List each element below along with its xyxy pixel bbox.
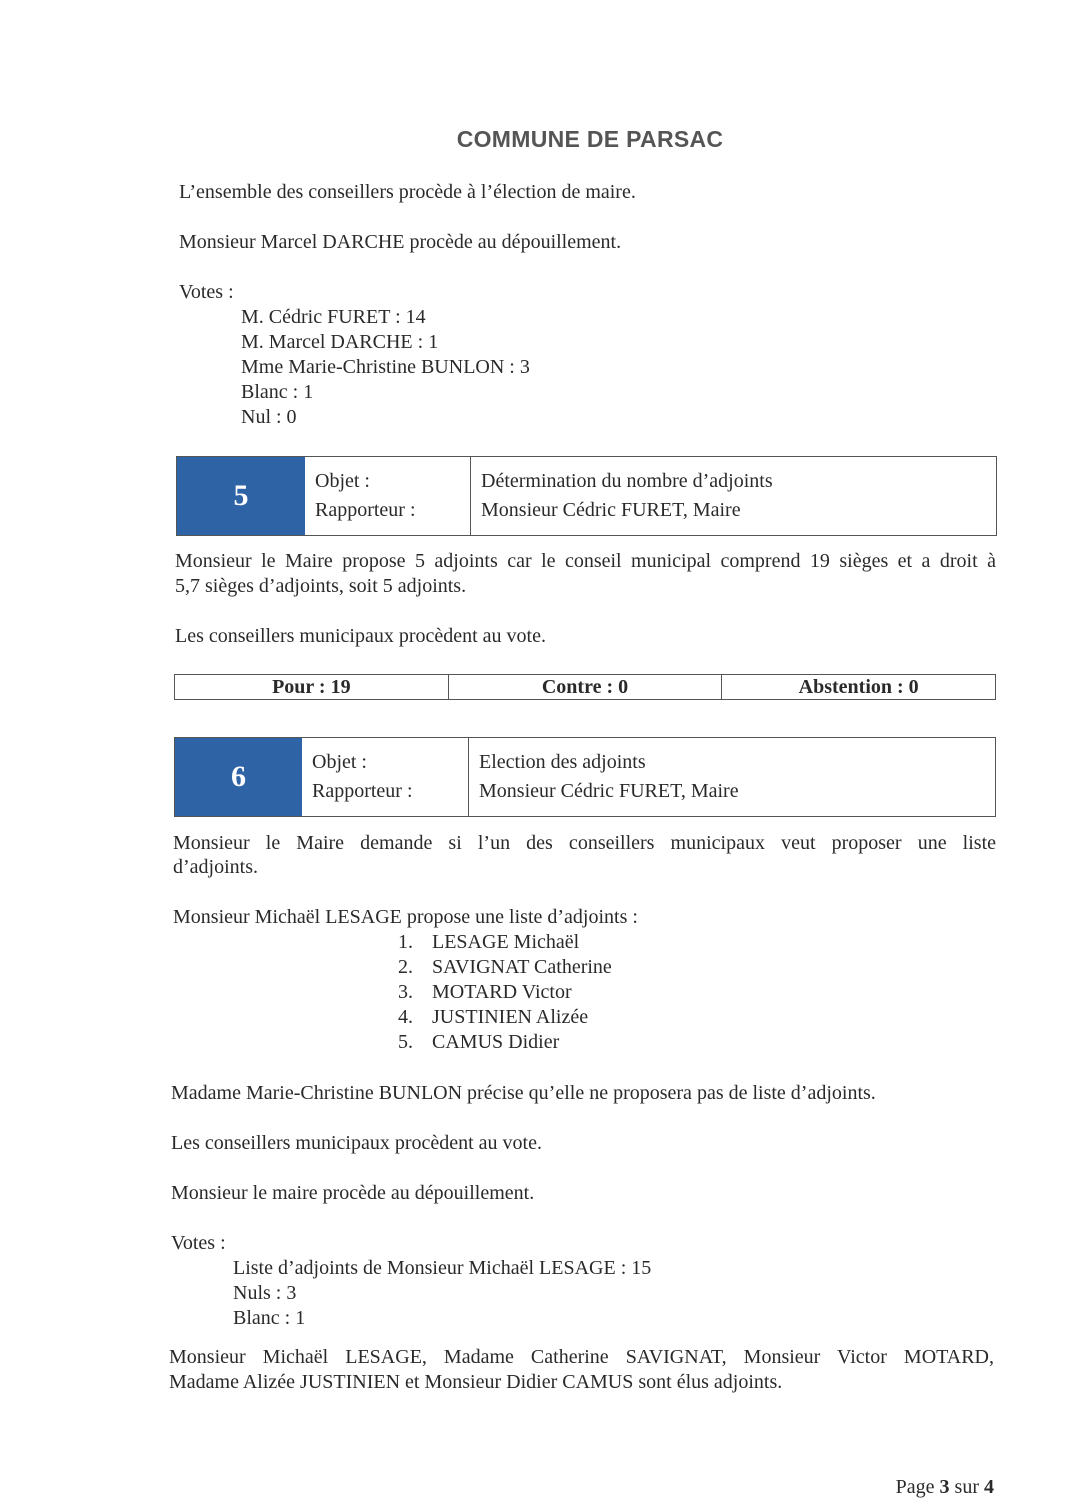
agenda-item-6 [174,737,996,817]
page-word: Page [895,1476,935,1498]
agenda-item-5 [176,456,997,536]
list-number: 5. [398,1031,413,1053]
intro-paragraph-2: Monsieur Marcel DARCHE procède au dépouillement. [179,231,622,253]
item5-text-line1: Monsieur le Maire propose 5 adjoints car le conseil municipal comprend 19 sièges et a droit à [175,550,996,572]
agenda-labels [302,738,469,816]
rapporteur-label: Rapporteur : [312,780,413,802]
vote-line: Mme Marie-Christine BUNLON : 3 [241,356,530,378]
rapporteur-value: Monsieur Cédric FURET, Maire [481,499,741,521]
item6-count-text: Monsieur le maire procède au dépouillement. [171,1182,535,1204]
item5-vote-text: Les conseillers municipaux procèdent au vote. [175,625,546,647]
total-pages: 4 [984,1476,994,1498]
item6-text-line1: Monsieur le Maire demande si l’un des conseillers municipaux veut proposer une liste [173,832,996,854]
page-number [896,1476,994,1499]
vote-line: Liste d’adjoints de Monsieur Michaël LESAGE : 15 [233,1257,652,1279]
rapporteur-value: Monsieur Cédric FURET, Maire [479,780,739,802]
item6-vote-text: Les conseillers municipaux procèdent au vote. [171,1132,542,1154]
item6-proposal: Monsieur Michaël LESAGE propose une liste d’adjoints : [173,906,638,928]
sur-word: sur [954,1476,979,1498]
votes-label: Votes : [171,1232,226,1254]
list-name: CAMUS Didier [432,1031,560,1053]
vote-line: Blanc : 1 [233,1307,306,1329]
page-title: COMMUNE DE PARSAC [456,126,724,152]
adjoint-list-item [398,931,579,954]
list-number: 2. [398,956,413,978]
vote-abstention: Abstention : 0 [721,675,995,699]
agenda-number: 6 [175,738,302,816]
vote-line: Nul : 0 [241,406,297,428]
list-name: JUSTINIEN Alizée [432,1006,589,1028]
adjoint-list-item [398,1031,559,1054]
objet-value: Détermination du nombre d’adjoints [481,470,773,492]
rapporteur-label: Rapporteur : [315,499,416,521]
result-line1: Monsieur Michaël LESAGE, Madame Catherine SAVIGNAT, Monsieur Victor MOTARD, [169,1346,994,1368]
vote-result-table [174,674,996,700]
vote-line: Nuls : 3 [233,1282,297,1304]
agenda-number: 5 [177,457,305,535]
adjoint-list-item [398,981,572,1004]
list-name: SAVIGNAT Catherine [432,956,612,978]
votes-label: Votes : [179,281,234,303]
vote-line: M. Marcel DARCHE : 1 [241,331,439,353]
adjoint-list-item [398,1006,588,1029]
list-name: MOTARD Victor [432,981,572,1003]
bunlon-statement: Madame Marie-Christine BUNLON précise qu’elle ne proposera pas de liste d’adjoints. [171,1082,876,1104]
list-name: LESAGE Michaël [432,931,580,953]
objet-value: Election des adjoints [479,751,646,773]
agenda-values [469,738,739,816]
adjoint-list-item [398,956,612,979]
vote-line: Blanc : 1 [241,381,314,403]
list-number: 3. [398,981,413,1003]
agenda-values [471,457,773,535]
objet-label: Objet : [315,470,370,492]
objet-label: Objet : [312,751,367,773]
vote-pour: Pour : 19 [272,676,351,698]
vote-line: M. Cédric FURET : 14 [241,306,426,328]
intro-paragraph-1: L’ensemble des conseillers procède à l’élection de maire. [179,181,636,203]
vote-contre: Contre : 0 [448,675,722,699]
agenda-labels [305,457,471,535]
list-number: 4. [398,1006,413,1028]
item5-text-line2: 5,7 sièges d’adjoints, soit 5 adjoints. [175,575,467,597]
current-page: 3 [939,1476,950,1498]
item6-text-line2: d’adjoints. [173,856,258,878]
result-line2: Madame Alizée JUSTINIEN et Monsieur Didier CAMUS sont élus adjoints. [169,1371,783,1393]
list-number: 1. [398,931,413,953]
